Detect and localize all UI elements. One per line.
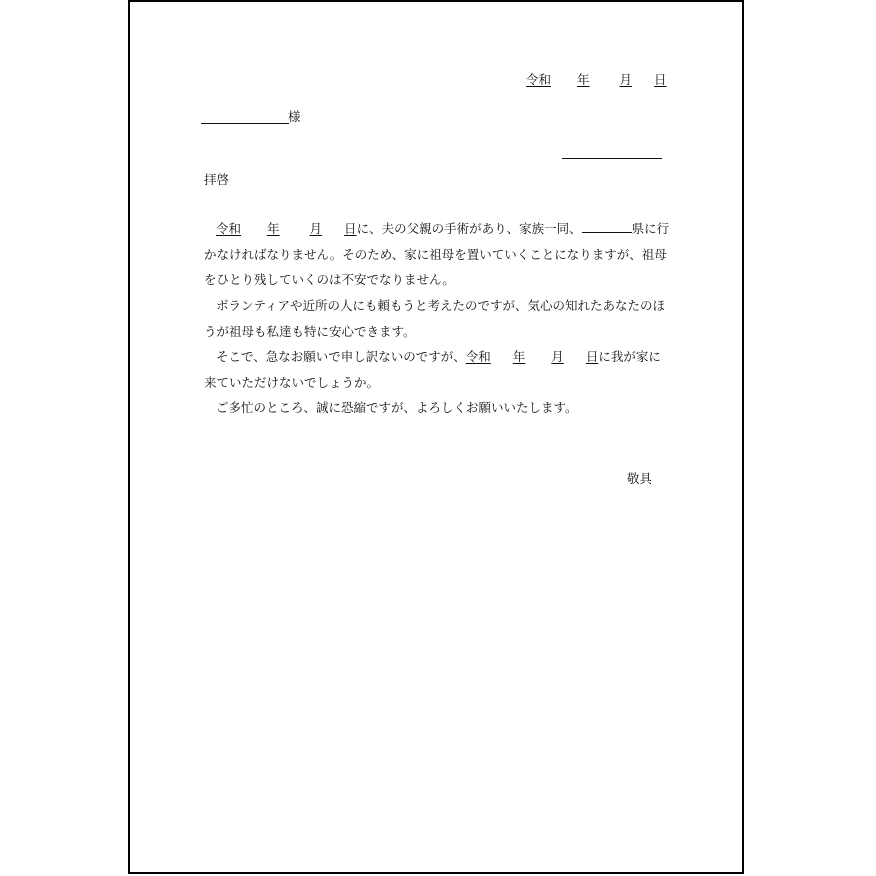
paragraph-3	[204, 344, 661, 395]
p1-prefecture: 県	[631, 221, 645, 236]
paragraph-1-line-3: をひとり残していくのは不安でなりません。	[204, 272, 455, 287]
p1-text-a: に、夫の父親の手術があり、家族一同、	[356, 221, 582, 236]
paragraph-2-line-1	[204, 293, 665, 319]
p4-line-1-text: ご多忙のところ、誠に恐縮ですが、よろしくお願いいたします。	[216, 400, 578, 415]
paragraph-3-line-2: 来ていただけないでしょうか。	[204, 374, 380, 390]
p2-line-1-text: ボランティアや近所の人にも頼もうと考えたのですが、気心の知れたあなたのほ	[216, 298, 666, 313]
date-era: 令和	[526, 72, 552, 87]
paragraph-4	[204, 395, 578, 421]
date-day: 日	[654, 72, 667, 87]
closing: 敬具	[627, 471, 653, 486]
p1-date-year: 年	[267, 221, 280, 236]
paragraph-1-line-1	[204, 216, 669, 242]
paragraph-2	[204, 293, 665, 344]
p3-date	[466, 349, 599, 364]
paragraph-2-line-2: うが祖母も私達も特に安心できます。	[204, 323, 416, 339]
letter-page	[128, 0, 744, 874]
p3-date-month: 月	[551, 349, 564, 364]
prefecture-blank	[582, 220, 632, 233]
paragraph-1-line-2: かなければなりません。そのため、家に祖母を置いていくことになりますが、祖母	[204, 246, 667, 262]
recipient-honorific: 様	[288, 109, 301, 124]
p3-date-era: 令和	[465, 349, 491, 364]
recipient-name-blank	[201, 123, 289, 124]
p3-date-day: 日	[585, 349, 599, 364]
p3-text-b: に我が家に	[598, 349, 661, 364]
p1-date-era: 令和	[216, 221, 242, 236]
salutation: 拝啓	[204, 172, 230, 187]
p1-date	[216, 221, 357, 236]
date-month: 月	[619, 72, 633, 87]
date-line	[526, 72, 667, 88]
paragraph-4-line-1	[204, 395, 578, 421]
paragraph-1	[204, 216, 669, 293]
p3-date-year: 年	[512, 349, 526, 364]
paragraph-3-line-1	[204, 344, 661, 370]
p1-text-b: に行	[644, 221, 670, 236]
date-year: 年	[577, 72, 590, 87]
p1-date-month: 月	[309, 221, 323, 236]
p3-text-a: そこで、急なお願いで申し訳ないのですが、	[216, 349, 466, 364]
sender-name-blank	[562, 158, 662, 159]
p1-date-day: 日	[344, 221, 357, 236]
